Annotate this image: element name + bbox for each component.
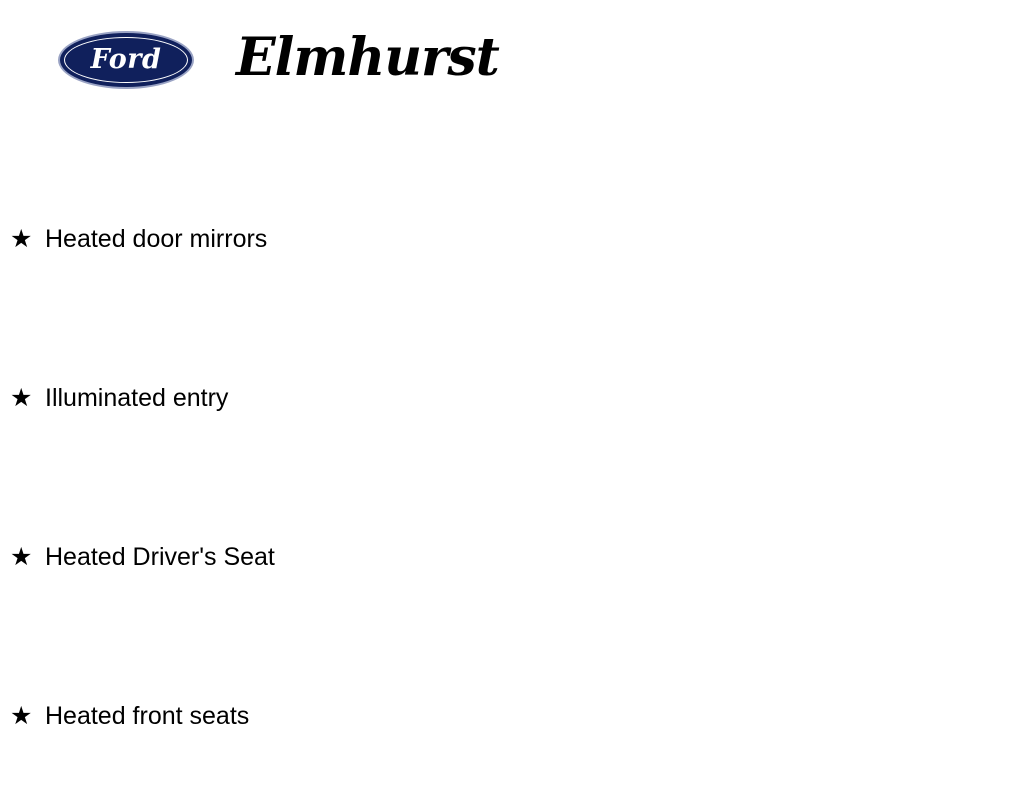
ford-logo-wordmark: Ford: [90, 43, 162, 75]
brand-header: [0, 0, 1024, 120]
list-item: [0, 160, 1024, 319]
dealer-name: Elmhurst: [236, 27, 499, 88]
feature-list: [0, 160, 1024, 796]
feature-label: Heated front seats: [45, 701, 250, 730]
list-item: [0, 319, 1024, 478]
feature-label: Heated Driver's Seat: [45, 542, 275, 571]
star-bullet-icon: ★: [10, 225, 33, 253]
feature-label: Heated door mirrors: [45, 224, 268, 253]
star-bullet-icon: ★: [10, 702, 33, 730]
list-item: [0, 478, 1024, 637]
star-bullet-icon: ★: [10, 384, 33, 412]
list-item: [0, 637, 1024, 796]
ford-logo-icon: [58, 31, 194, 89]
feature-label: Illuminated entry: [45, 383, 229, 412]
star-bullet-icon: ★: [10, 543, 33, 571]
